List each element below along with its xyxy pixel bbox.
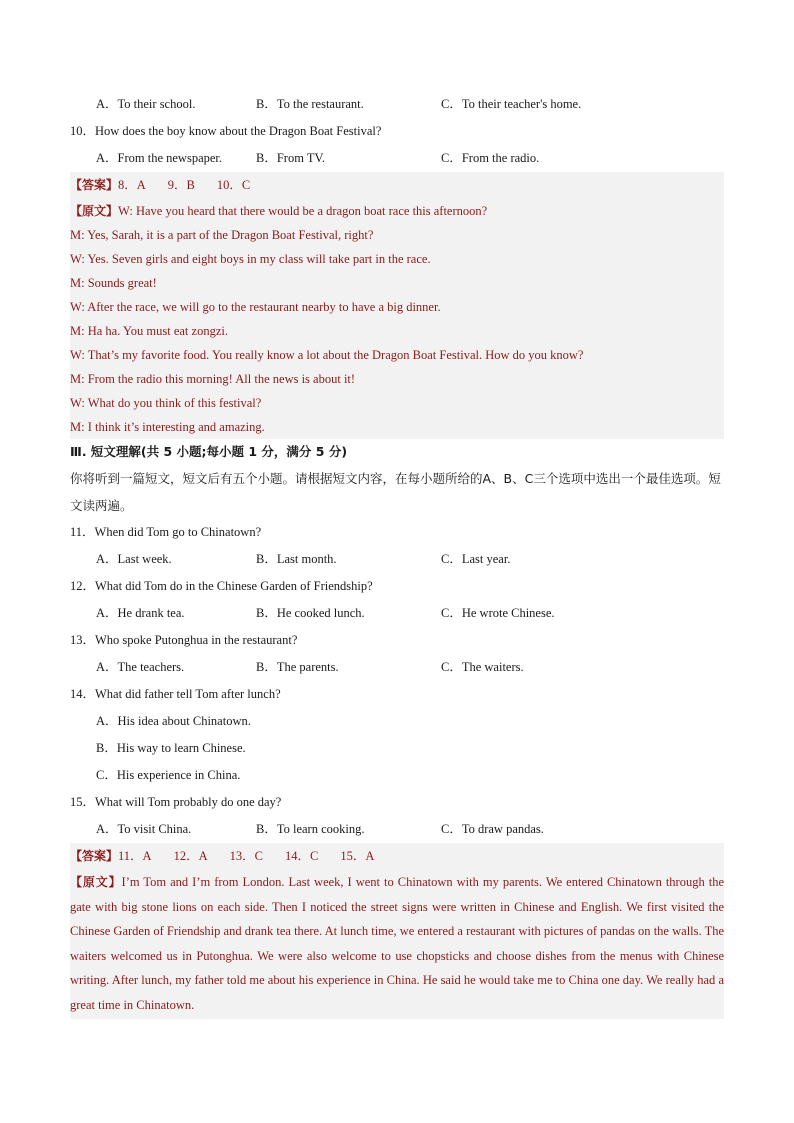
part3-answers: [70, 843, 724, 870]
q15-options: [70, 816, 724, 843]
q14-option-b: B．His way to learn Chinese.: [96, 741, 246, 755]
q12-option-c: C．He wrote Chinese.: [441, 606, 555, 620]
transcript-line: W: Yes. Seven girls and eight boys in my class will take part in the race.: [70, 252, 431, 266]
q9-option-b: B．To the restaurant.: [256, 97, 364, 111]
transcript-line: M: Sounds great!: [70, 276, 157, 290]
q12-option-a: A．He drank tea.: [96, 606, 185, 620]
q12-question: 12．What did Tom do in the Chinese Garden of Friendship?: [70, 579, 373, 593]
transcript-line: M: From the radio this morning! All the news is about it!: [70, 372, 356, 386]
q11-option-b: B．Last month.: [256, 552, 337, 566]
answer-11: 11．A: [118, 849, 152, 863]
answer-10: 10．C: [216, 178, 251, 192]
q9-options: [70, 91, 724, 118]
q13-question: 13．Who spoke Putonghua in the restaurant?: [70, 633, 298, 647]
answer-13: 13．C: [229, 849, 263, 863]
answer-tag: 【答案】: [70, 178, 119, 192]
answer-15: 15．A: [340, 849, 375, 863]
q11-option-c: C．Last year.: [441, 552, 511, 566]
q10-options: [70, 145, 724, 172]
answer-12: 12．A: [173, 849, 208, 863]
q15-option-c: C．To draw pandas.: [441, 822, 544, 836]
answer-tag: 【答案】: [70, 849, 119, 863]
part3-instructions: 你将听到一篇短文，短文后有五个小题。请根据短文内容，在每小题所给的A、B、C三个选项中选出一个最佳选项。短文读两遍。: [70, 471, 721, 513]
answer-14: 14．C: [284, 849, 319, 863]
transcript-line: W: That’s my favorite food. You really know a lot about the Dragon Boat Festival. How do you know?: [70, 348, 584, 362]
q15-option-a: A．To visit China.: [96, 822, 192, 836]
transcript-passage: [70, 870, 724, 1019]
transcript-tag: 【原文】: [70, 875, 122, 889]
q14-option-c: C．His experience in China.: [96, 768, 241, 782]
q10-option-b: B．From TV.: [256, 151, 326, 165]
transcript-line: W: After the race, we will go to the restaurant nearby to have a big dinner.: [70, 300, 441, 314]
q9-option-a: A．To their school.: [96, 97, 196, 111]
part2-answers: [70, 172, 724, 199]
q9-option-c: C．To their teacher's home.: [441, 97, 582, 111]
transcript-line: M: Yes, Sarah, it is a part of the Dragon Boat Festival, right?: [70, 228, 374, 242]
q11-options: [70, 546, 724, 573]
passage-text: I’m Tom and I’m from London. Last week, I went to Chinatown with my parents. We entered Chinatown through the gate with big stone lions on each side. Then I noticed the street signs were written in Chinese and English. We first visited the Chinese Garden of Friendship and drank tea there. At lunch time, we entered a restaurant with pictures of pandas on the walls. The waiters welcomed us in Putonghua. We were also welcome to use chopsticks and choose dishes from the menus with Chinese writing. After lunch, my father told me about his experience in China. He said he would take me to China one day. We really had a great time in Chinatown.: [70, 875, 724, 1012]
answer-8: 8．A: [118, 178, 146, 192]
transcript-line: 【原文】W: Have you heard that there would be a dragon boat race this afternoon?: [70, 204, 488, 218]
q11-option-a: A．Last week.: [96, 552, 172, 566]
transcript-line: M: I think it’s interesting and amazing.: [70, 420, 265, 434]
part3-answer-block: [70, 843, 724, 1019]
q13-options: [70, 654, 724, 681]
q15-option-b: B．To learn cooking.: [256, 822, 365, 836]
transcript-tag: 【原文】: [70, 204, 119, 218]
q15-question: 15．What will Tom probably do one day?: [70, 795, 282, 809]
q13-option-c: C．The waiters.: [441, 660, 524, 674]
q13-option-b: B．The parents.: [256, 660, 339, 674]
part3-heading: Ⅲ. 短文理解(共 5 小题;每小题 1 分，满分 5 分): [70, 444, 348, 459]
part2-answer-block: [70, 172, 724, 439]
exam-page: [70, 91, 724, 1019]
transcript-line: M: Ha ha. You must eat zongzi.: [70, 324, 228, 338]
q14-option-a: A．His idea about Chinatown.: [96, 714, 251, 728]
q10-option-c: C．From the radio.: [441, 151, 540, 165]
q11-question: 11．When did Tom go to Chinatown?: [70, 525, 262, 539]
answer-9: 9．B: [167, 178, 195, 192]
q10-question: 10．How does the boy know about the Dragon Boat Festival?: [70, 124, 382, 138]
q13-option-a: A．The teachers.: [96, 660, 185, 674]
q14-question: 14．What did father tell Tom after lunch?: [70, 687, 281, 701]
q12-option-b: B．He cooked lunch.: [256, 606, 365, 620]
q12-options: [70, 600, 724, 627]
transcript-line: W: What do you think of this festival?: [70, 396, 262, 410]
q10-option-a: A．From the newspaper.: [96, 151, 223, 165]
